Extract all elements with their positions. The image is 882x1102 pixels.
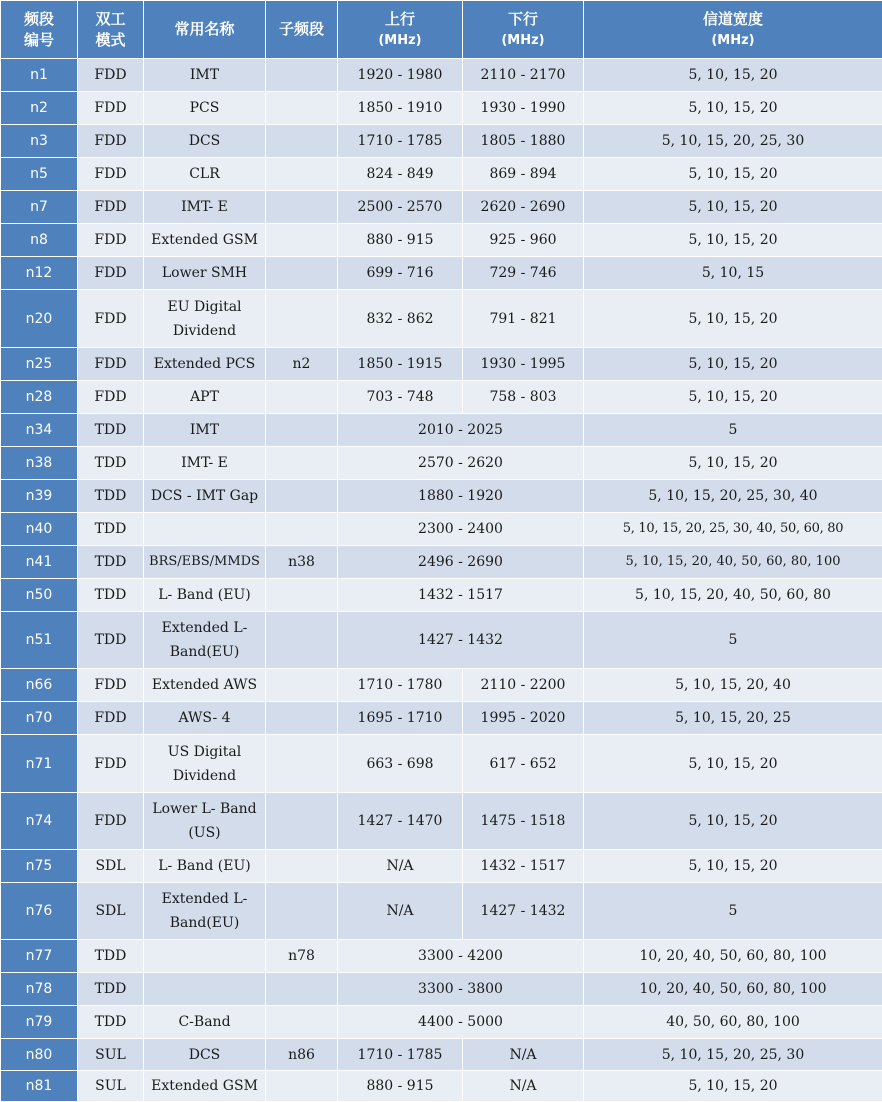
- band-number-cell: n7: [1, 191, 78, 224]
- channel-bandwidth-cell: 5, 10, 15, 20: [584, 158, 882, 191]
- band-number-cell: n76: [1, 883, 78, 940]
- duplex-mode-cell: SUL: [78, 1039, 144, 1071]
- table-row: [1, 612, 882, 669]
- common-name-cell: Lower L- Band (US): [144, 793, 266, 850]
- sub-band-cell: [266, 381, 338, 414]
- uplink-downlink-cell: 1427 - 1432: [338, 612, 584, 669]
- common-name-cell: AWS- 4: [144, 702, 266, 735]
- common-name-cell: Extended PCS: [144, 348, 266, 381]
- uplink-cell: 1920 - 1980: [338, 59, 463, 92]
- uplink-cell: 663 - 698: [338, 735, 463, 793]
- band-number-cell: n79: [1, 1006, 78, 1039]
- uplink-cell: 1695 - 1710: [338, 702, 463, 735]
- band-number-cell: n70: [1, 702, 78, 735]
- duplex-mode-cell: TDD: [78, 1006, 144, 1039]
- downlink-cell: 1805 - 1880: [463, 125, 584, 158]
- downlink-cell: 2110 - 2170: [463, 59, 584, 92]
- channel-bandwidth-cell: 5, 10, 15, 20, 25, 30: [584, 125, 882, 158]
- duplex-mode-cell: TDD: [78, 612, 144, 669]
- sub-band-cell: [266, 612, 338, 669]
- duplex-mode-cell: FDD: [78, 224, 144, 257]
- band-number-cell: n74: [1, 793, 78, 850]
- downlink-header: [463, 1, 584, 59]
- downlink-cell: 1427 - 1432: [463, 883, 584, 940]
- duplex-mode-cell: FDD: [78, 669, 144, 702]
- downlink-cell: 1930 - 1990: [463, 92, 584, 125]
- band-number-cell: n50: [1, 579, 78, 612]
- band-rows: [1, 59, 882, 1102]
- sub-band-cell: [266, 480, 338, 513]
- sub-band-header: 子频段: [266, 1, 338, 59]
- common-name-cell: APT: [144, 381, 266, 414]
- channel-bandwidth-header-label: 信道宽度: [586, 9, 880, 30]
- uplink-header-unit: (MHz): [340, 30, 460, 51]
- duplex-mode-cell: SDL: [78, 883, 144, 940]
- downlink-cell: 617 - 652: [463, 735, 584, 793]
- channel-bandwidth-cell: 5, 10, 15: [584, 257, 882, 290]
- duplex-mode-cell: TDD: [78, 414, 144, 447]
- common-name-cell: [144, 940, 266, 973]
- band-number-cell: n2: [1, 92, 78, 125]
- band-number-cell: n78: [1, 973, 78, 1006]
- channel-bandwidth-cell: 5, 10, 15, 20: [584, 793, 882, 850]
- table-row: [1, 125, 882, 158]
- common-name-cell: Lower SMH: [144, 257, 266, 290]
- duplex-mode-header-line1: 双工: [80, 9, 141, 30]
- band-number-cell: n71: [1, 735, 78, 793]
- duplex-mode-cell: TDD: [78, 447, 144, 480]
- channel-bandwidth-cell: 5, 10, 15, 20, 25, 30, 40, 50, 60, 80: [584, 513, 882, 546]
- common-name-cell: L- Band (EU): [144, 579, 266, 612]
- duplex-mode-header-line2: 模式: [80, 30, 141, 51]
- uplink-cell: 699 - 716: [338, 257, 463, 290]
- channel-bandwidth-cell: 5, 10, 15, 20: [584, 1071, 882, 1102]
- table-row: [1, 191, 882, 224]
- downlink-cell: N/A: [463, 1039, 584, 1071]
- downlink-header-unit: (MHz): [465, 30, 581, 51]
- duplex-mode-cell: SDL: [78, 850, 144, 883]
- uplink-downlink-cell: 2496 - 2690: [338, 546, 584, 579]
- downlink-header-label: 下行: [465, 9, 581, 30]
- sub-band-cell: [266, 973, 338, 1006]
- common-name-cell: CLR: [144, 158, 266, 191]
- band-number-header-line1: 频段: [3, 9, 75, 30]
- table-row: [1, 290, 882, 348]
- common-name-cell: [144, 513, 266, 546]
- uplink-cell: 2500 - 2570: [338, 191, 463, 224]
- table-row: [1, 546, 882, 579]
- table-row: [1, 447, 882, 480]
- common-name-cell: Extended GSM: [144, 224, 266, 257]
- downlink-cell: 925 - 960: [463, 224, 584, 257]
- uplink-cell: 1710 - 1785: [338, 1039, 463, 1071]
- band-number-cell: n1: [1, 59, 78, 92]
- channel-bandwidth-cell: 5, 10, 15, 20: [584, 381, 882, 414]
- duplex-mode-header: [78, 1, 144, 59]
- channel-bandwidth-cell: 40, 50, 60, 80, 100: [584, 1006, 882, 1039]
- duplex-mode-cell: TDD: [78, 480, 144, 513]
- duplex-mode-cell: TDD: [78, 973, 144, 1006]
- uplink-cell: 703 - 748: [338, 381, 463, 414]
- channel-bandwidth-header-unit: (MHz): [586, 30, 880, 51]
- sub-band-cell: [266, 850, 338, 883]
- sub-band-cell: [266, 1006, 338, 1039]
- uplink-cell: 1427 - 1470: [338, 793, 463, 850]
- band-number-header: [1, 1, 78, 59]
- duplex-mode-cell: FDD: [78, 59, 144, 92]
- uplink-cell: 1850 - 1915: [338, 348, 463, 381]
- downlink-cell: 869 - 894: [463, 158, 584, 191]
- common-name-cell: L- Band (EU): [144, 850, 266, 883]
- channel-bandwidth-cell: 5, 10, 15, 20: [584, 735, 882, 793]
- common-name-cell: Extended GSM: [144, 1071, 266, 1102]
- table-row: [1, 669, 882, 702]
- sub-band-cell: [266, 414, 338, 447]
- sub-band-cell: [266, 883, 338, 940]
- table-row: [1, 513, 882, 546]
- uplink-downlink-cell: 1880 - 1920: [338, 480, 584, 513]
- band-number-cell: n25: [1, 348, 78, 381]
- common-name-cell: PCS: [144, 92, 266, 125]
- sub-band-cell: [266, 793, 338, 850]
- channel-bandwidth-cell: 5, 10, 15, 20: [584, 224, 882, 257]
- common-name-cell: IMT: [144, 414, 266, 447]
- band-number-cell: n20: [1, 290, 78, 348]
- duplex-mode-cell: FDD: [78, 92, 144, 125]
- band-number-cell: n51: [1, 612, 78, 669]
- common-name-cell: DCS: [144, 125, 266, 158]
- sub-band-cell: [266, 447, 338, 480]
- uplink-downlink-cell: 1432 - 1517: [338, 579, 584, 612]
- common-name-cell: IMT: [144, 59, 266, 92]
- channel-bandwidth-cell: 5: [584, 612, 882, 669]
- uplink-cell: 1710 - 1780: [338, 669, 463, 702]
- common-name-cell: IMT- E: [144, 447, 266, 480]
- sub-band-cell: n78: [266, 940, 338, 973]
- duplex-mode-cell: FDD: [78, 702, 144, 735]
- channel-bandwidth-cell: 5, 10, 15, 20: [584, 348, 882, 381]
- table-row: [1, 224, 882, 257]
- duplex-mode-cell: FDD: [78, 735, 144, 793]
- table-row: [1, 480, 882, 513]
- table-row: [1, 735, 882, 793]
- uplink-downlink-cell: 3300 - 4200: [338, 940, 584, 973]
- downlink-cell: 1475 - 1518: [463, 793, 584, 850]
- duplex-mode-cell: TDD: [78, 940, 144, 973]
- table-row: [1, 702, 882, 735]
- table-row: [1, 1006, 882, 1039]
- channel-bandwidth-header: [584, 1, 882, 59]
- duplex-mode-cell: FDD: [78, 191, 144, 224]
- uplink-downlink-cell: 3300 - 3800: [338, 973, 584, 1006]
- uplink-downlink-cell: 4400 - 5000: [338, 1006, 584, 1039]
- common-name-cell: BRS/EBS/MMDS: [144, 546, 266, 579]
- sub-band-cell: [266, 92, 338, 125]
- duplex-mode-cell: TDD: [78, 513, 144, 546]
- downlink-cell: 758 - 803: [463, 381, 584, 414]
- band-number-cell: n8: [1, 224, 78, 257]
- table-row: [1, 1071, 882, 1102]
- downlink-cell: 2110 - 2200: [463, 669, 584, 702]
- common-name-cell: Extended L- Band(EU): [144, 612, 266, 669]
- uplink-header-label: 上行: [340, 9, 460, 30]
- channel-bandwidth-cell: 5, 10, 15, 20: [584, 290, 882, 348]
- channel-bandwidth-cell: 5, 10, 15, 20, 25, 30, 40: [584, 480, 882, 513]
- table-row: [1, 381, 882, 414]
- duplex-mode-cell: FDD: [78, 381, 144, 414]
- downlink-cell: 729 - 746: [463, 257, 584, 290]
- uplink-downlink-cell: 2570 - 2620: [338, 447, 584, 480]
- sub-band-cell: [266, 158, 338, 191]
- common-name-cell: C-Band: [144, 1006, 266, 1039]
- table-row: [1, 973, 882, 1006]
- uplink-cell: 824 - 849: [338, 158, 463, 191]
- duplex-mode-cell: TDD: [78, 579, 144, 612]
- downlink-cell: 791 - 821: [463, 290, 584, 348]
- common-name-header: 常用名称: [144, 1, 266, 59]
- common-name-cell: DCS - IMT Gap: [144, 480, 266, 513]
- sub-band-cell: [266, 513, 338, 546]
- uplink-cell: N/A: [338, 850, 463, 883]
- sub-band-cell: n2: [266, 348, 338, 381]
- band-number-cell: n5: [1, 158, 78, 191]
- channel-bandwidth-cell: 5, 10, 15, 20, 40, 50, 60, 80, 100: [584, 546, 882, 579]
- downlink-cell: 2620 - 2690: [463, 191, 584, 224]
- sub-band-cell: [266, 669, 338, 702]
- table-row: [1, 257, 882, 290]
- channel-bandwidth-cell: 5, 10, 15, 20, 25, 30: [584, 1039, 882, 1071]
- common-name-cell: IMT- E: [144, 191, 266, 224]
- band-number-header-line2: 编号: [3, 30, 75, 51]
- table-row: [1, 92, 882, 125]
- channel-bandwidth-cell: 5, 10, 15, 20: [584, 447, 882, 480]
- table-row: [1, 850, 882, 883]
- downlink-cell: 1995 - 2020: [463, 702, 584, 735]
- duplex-mode-cell: FDD: [78, 158, 144, 191]
- table-row: [1, 158, 882, 191]
- sub-band-cell: n86: [266, 1039, 338, 1071]
- band-number-cell: n75: [1, 850, 78, 883]
- common-name-cell: [144, 973, 266, 1006]
- duplex-mode-cell: TDD: [78, 546, 144, 579]
- uplink-downlink-cell: 2300 - 2400: [338, 513, 584, 546]
- channel-bandwidth-cell: 5, 10, 15, 20: [584, 191, 882, 224]
- downlink-cell: N/A: [463, 1071, 584, 1102]
- band-number-cell: n41: [1, 546, 78, 579]
- table-row: [1, 793, 882, 850]
- channel-bandwidth-cell: 5, 10, 15, 20, 40, 50, 60, 80: [584, 579, 882, 612]
- band-number-cell: n77: [1, 940, 78, 973]
- table-row: [1, 579, 882, 612]
- band-number-cell: n28: [1, 381, 78, 414]
- band-number-cell: n34: [1, 414, 78, 447]
- band-number-cell: n38: [1, 447, 78, 480]
- sub-band-cell: [266, 224, 338, 257]
- table-row: [1, 348, 882, 381]
- header-row: [1, 1, 882, 59]
- uplink-cell: 1850 - 1910: [338, 92, 463, 125]
- uplink-cell: 832 - 862: [338, 290, 463, 348]
- table-row: [1, 1039, 882, 1071]
- downlink-cell: 1432 - 1517: [463, 850, 584, 883]
- channel-bandwidth-cell: 5, 10, 15, 20: [584, 92, 882, 125]
- channel-bandwidth-cell: 5, 10, 15, 20: [584, 59, 882, 92]
- sub-band-cell: [266, 735, 338, 793]
- band-number-cell: n80: [1, 1039, 78, 1071]
- uplink-cell: N/A: [338, 883, 463, 940]
- duplex-mode-cell: FDD: [78, 793, 144, 850]
- sub-band-cell: [266, 125, 338, 158]
- band-number-cell: n66: [1, 669, 78, 702]
- channel-bandwidth-cell: 10, 20, 40, 50, 60, 80, 100: [584, 973, 882, 1006]
- band-number-cell: n39: [1, 480, 78, 513]
- downlink-cell: 1930 - 1995: [463, 348, 584, 381]
- band-number-cell: n12: [1, 257, 78, 290]
- duplex-mode-cell: FDD: [78, 257, 144, 290]
- uplink-cell: 880 - 915: [338, 1071, 463, 1102]
- band-number-cell: n3: [1, 125, 78, 158]
- channel-bandwidth-cell: 5, 10, 15, 20, 25: [584, 702, 882, 735]
- channel-bandwidth-cell: 5: [584, 883, 882, 940]
- uplink-cell: 1710 - 1785: [338, 125, 463, 158]
- uplink-downlink-cell: 2010 - 2025: [338, 414, 584, 447]
- common-name-cell: Extended L- Band(EU): [144, 883, 266, 940]
- uplink-cell: 880 - 915: [338, 224, 463, 257]
- table-row: [1, 883, 882, 940]
- channel-bandwidth-cell: 5, 10, 15, 20: [584, 850, 882, 883]
- channel-bandwidth-cell: 5, 10, 15, 20, 40: [584, 669, 882, 702]
- channel-bandwidth-cell: 10, 20, 40, 50, 60, 80, 100: [584, 940, 882, 973]
- table-row: [1, 414, 882, 447]
- sub-band-cell: n38: [266, 546, 338, 579]
- common-name-cell: DCS: [144, 1039, 266, 1071]
- band-number-cell: n81: [1, 1071, 78, 1102]
- sub-band-cell: [266, 1071, 338, 1102]
- duplex-mode-cell: FDD: [78, 125, 144, 158]
- band-number-cell: n40: [1, 513, 78, 546]
- table-row: [1, 940, 882, 973]
- common-name-cell: US Digital Dividend: [144, 735, 266, 793]
- common-name-cell: EU Digital Dividend: [144, 290, 266, 348]
- sub-band-cell: [266, 579, 338, 612]
- common-name-cell: Extended AWS: [144, 669, 266, 702]
- duplex-mode-cell: FDD: [78, 348, 144, 381]
- uplink-header: [338, 1, 463, 59]
- channel-bandwidth-cell: 5: [584, 414, 882, 447]
- sub-band-cell: [266, 59, 338, 92]
- sub-band-cell: [266, 290, 338, 348]
- duplex-mode-cell: SUL: [78, 1071, 144, 1102]
- sub-band-cell: [266, 191, 338, 224]
- table-row: [1, 59, 882, 92]
- sub-band-cell: [266, 702, 338, 735]
- duplex-mode-cell: FDD: [78, 290, 144, 348]
- sub-band-cell: [266, 257, 338, 290]
